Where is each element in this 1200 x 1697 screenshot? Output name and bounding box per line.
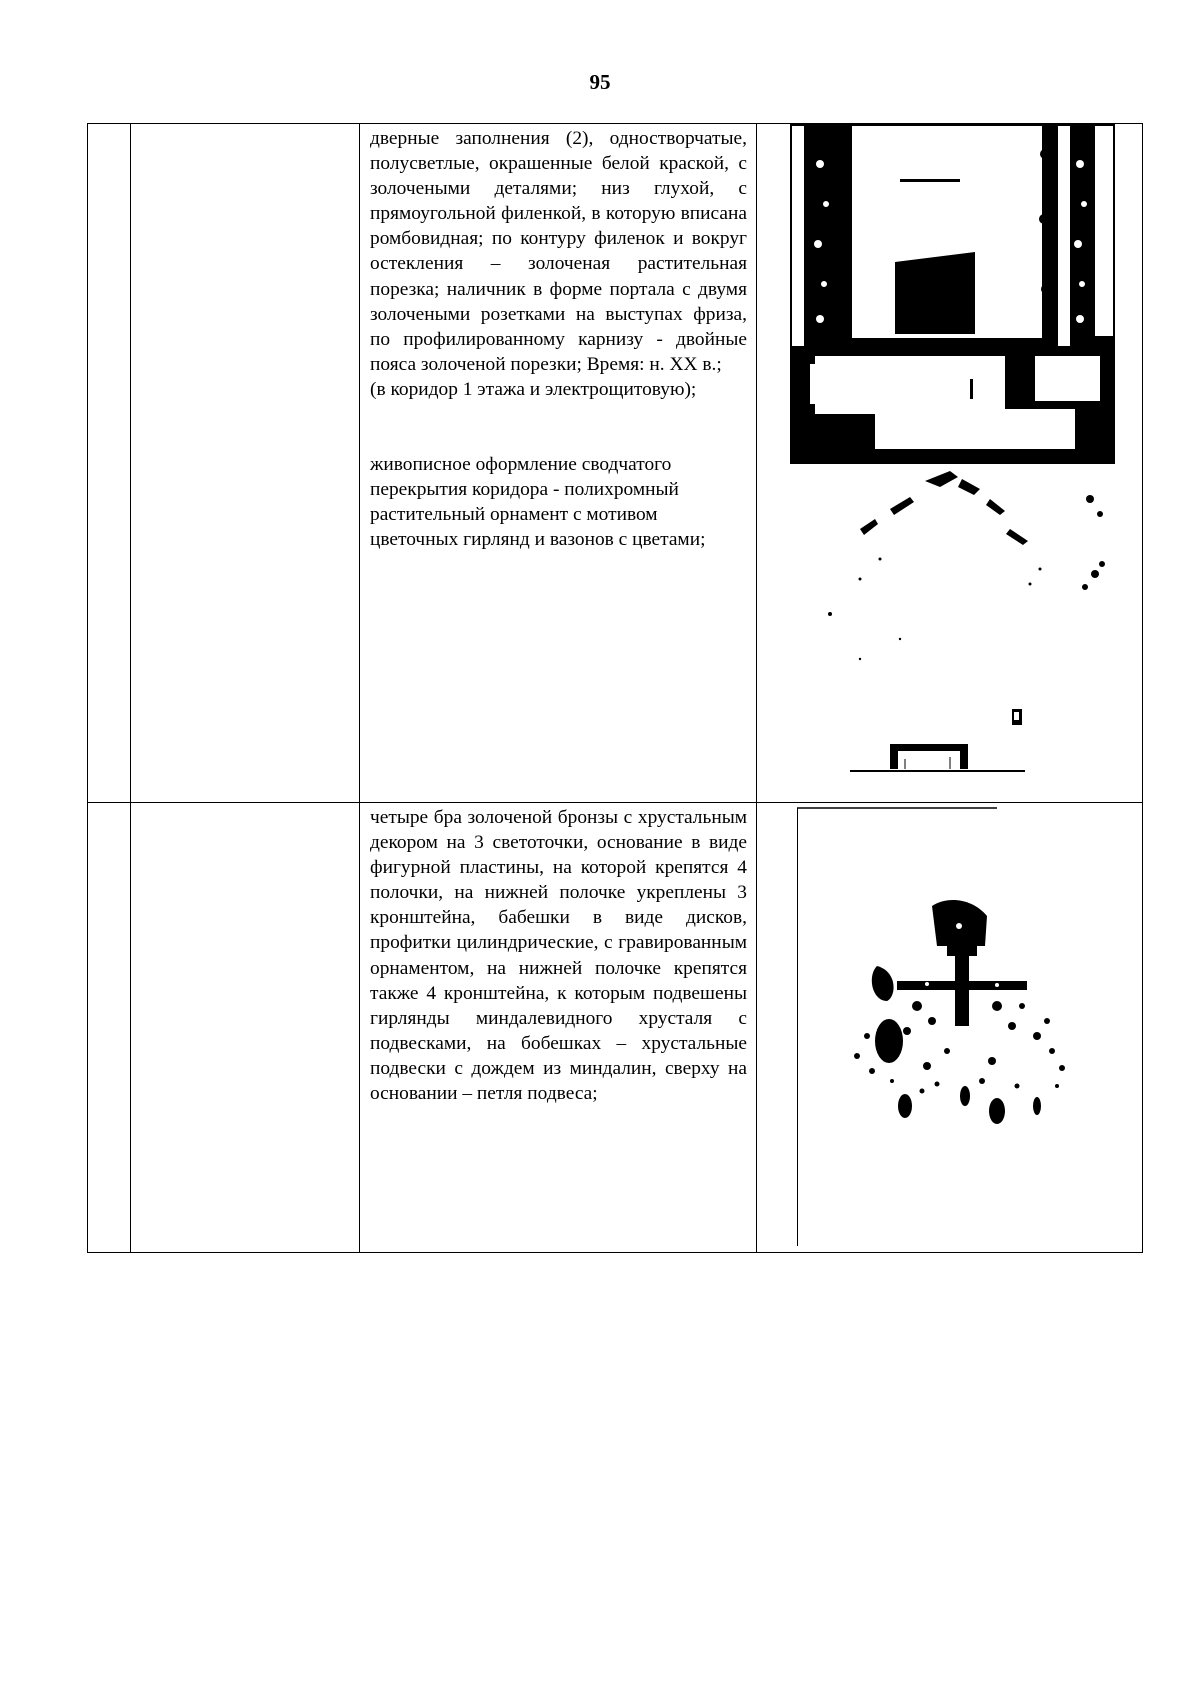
photo-cell (757, 124, 1143, 803)
sconce-photo (797, 806, 1142, 1246)
description-paragraph: живописное оформление сводчатого перекрытия коридора - полихромный растительный орнамент с мотивом цветочных гирлянд и вазонов с цветами; (370, 454, 706, 551)
description-paragraph: четыре бра золоченой бронзы с хрустальным декором на 3 светоточки, основание в виде фигурной пластины, на которой крепятся 4 полочки, на нижней полочке укреплены 3 кронштейна, бабешки в виде дисков, профитки цилиндрические, с гравированным орнаментом, на нижней полочке крепятся также 4 кронштейна, к которым подвешены гирлянды миндалевидного хрусталя с подвесками, на бобешках – хрустальные подвески с дождем из миндалин, сверху на основании – петля подвеса; (370, 807, 747, 1105)
photo-cell (757, 803, 1143, 1253)
description-cell (360, 803, 757, 1253)
name-cell (131, 803, 360, 1253)
description-paragraph: дверные заполнения (2), одностворчатые, полусветлые, окрашенные белой краской, с золочеными деталями; низ глухой, с прямоугольной филенкой, в которую вписана ромбовидная; по контуру филенок и вокруг остекления – золоченая растительная порезка; наличник в форме портала с двумя золочеными розетками на выступах фриза, по профилированному карнизу - двойные пояса золоченой порезки; Время: н. XX в.; (370, 128, 747, 375)
door-photo (790, 124, 1115, 464)
ceiling-photo (790, 469, 1115, 789)
description-paragraph: (в коридор 1 этажа и электрощитовую); (370, 378, 697, 400)
number-cell (88, 124, 131, 803)
description-cell (360, 124, 757, 803)
table-row (88, 124, 1143, 803)
page-number: 95 (589, 70, 611, 94)
number-cell (88, 803, 131, 1253)
name-cell (131, 124, 360, 803)
table-row (88, 803, 1143, 1253)
objects-table (87, 123, 1143, 1253)
